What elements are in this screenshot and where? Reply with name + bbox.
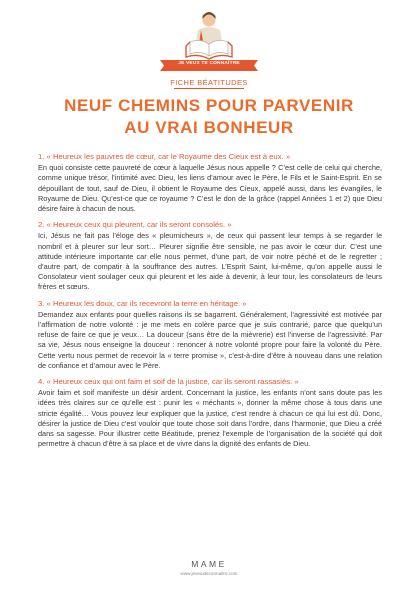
- sheet-label-underline: [174, 88, 244, 89]
- beatitude-body: En quoi consiste cette pauvreté de cœur à laquelle Jésus nous appelle ? C’est celle de celui qui cherche, comme unique trésor, l’intimité avec Dieu, les liens d’amour avec le Père, le Fils et le Saint-Esprit. En se dépouillant de tout, sauf de Dieu, il obtient le Royaume des Cieux, appelé aussi, dans les évangiles, le Royaume de Dieu. Qu’est-ce que ce royaume ? C’est le don de la grâce (rappel Années 1 et 2) que Dieu désire faire à chacun de nous.: [38, 163, 382, 214]
- sheet-label: FICHE BÉATITUDES: [170, 78, 248, 87]
- page-title-line-1: NEUF CHEMINS POUR PARVENIR: [64, 96, 354, 115]
- beatitude-body: Avoir faim et soif manifeste un désir ardent. Concernant la justice, les enfants n’ont sans doute pas les idées très claires sur ce qu’elle est : punir les « méchants », donner la même chose à tous dans une stricte égalité… Vous pouvez leur expliquer que la justice, c’est rendre à chacun ce qui lui est dû. Donc, désirer la justice de Dieu c’est vouloir que toute chose soit dans l’ordre, dans l’harmonie, que Dieu a créé dans sa sagesse. Pour illustrer cette Béatitude, prenez l’exemple de l’organisation de la société qui doit permettre à chacun d’être à sa place et de vivre dans la dignité des enfants de Dieu.: [38, 388, 382, 449]
- page-title-line-2: AU VRAI BONHEUR: [124, 118, 294, 137]
- beatitude-body: Demandez aux enfants pour quelles raisons ils se bagarrent. Généralement, l’agressivité est motivée par l’affirmation de notre volonté : je me mets en colère parce que je suis contrarié, parce que quelqu’un refuse de faire ce que je veux… La douceur (sans être de la mièvrerie) est l’inverse de l’agressivité. Par sa vie, Jésus nous enseigne la douceur : renoncer à notre volonté propre pour faire la volonté du Père. Cette vertu nous permet de recevoir la « terre promise », c’est-à-dire d’être à nouveau dans une relation de confiance et d’amour avec le Père.: [38, 309, 382, 370]
- beatitude-section-2: [38, 220, 382, 292]
- page-title: [0, 95, 418, 139]
- beatitude-section-1: [38, 152, 382, 214]
- beatitude-heading: 2. « Heureux ceux qui pleurent, car ils seront consolés. »: [38, 220, 232, 230]
- publisher-brand: MAME: [191, 559, 227, 569]
- beatitudes-list: [38, 152, 382, 455]
- logo-text: JE VEUX TE CONNAÎTRE: [178, 61, 240, 66]
- beatitude-heading: 4. « Heureux ceux qui ont faim et soif de la justice, car ils seront rassasiés. »: [38, 377, 299, 387]
- beatitude-body: Ici, Jésus ne fait pas l’éloge des « pleurnicheurs », de ceux qui passent leur temps à se regarder le nombril et à pleurer sur leur sort… Pleurer signifie être sensible, ne pas avoir le cœur dur. C’est une attitude intérieure importante car elle nous permet, d’une part, de voir notre péché et de le regretter ; d’autre part, de compatir à la souffrance des autres. L’Esprit Saint, lui-même, qu’on appelle aussi le Consolateur vient soulager ceux qui pleurent et les aide à devenir, à leur tour, les consolateurs de leurs frères et sœurs.: [38, 231, 382, 292]
- beatitude-section-3: [38, 299, 382, 371]
- beatitude-heading: 1. « Heureux les pauvres de cœur, car le Royaume des Cieux est à eux. »: [38, 152, 291, 161]
- jesus-reading-logo-icon: [174, 8, 244, 62]
- beatitude-heading: 3. « Heureux les doux, car ils recevront la terre en héritage. »: [38, 298, 247, 308]
- footer-url: www.jeveuxteconnaitre.com: [180, 571, 238, 576]
- beatitude-section-4: [38, 377, 382, 449]
